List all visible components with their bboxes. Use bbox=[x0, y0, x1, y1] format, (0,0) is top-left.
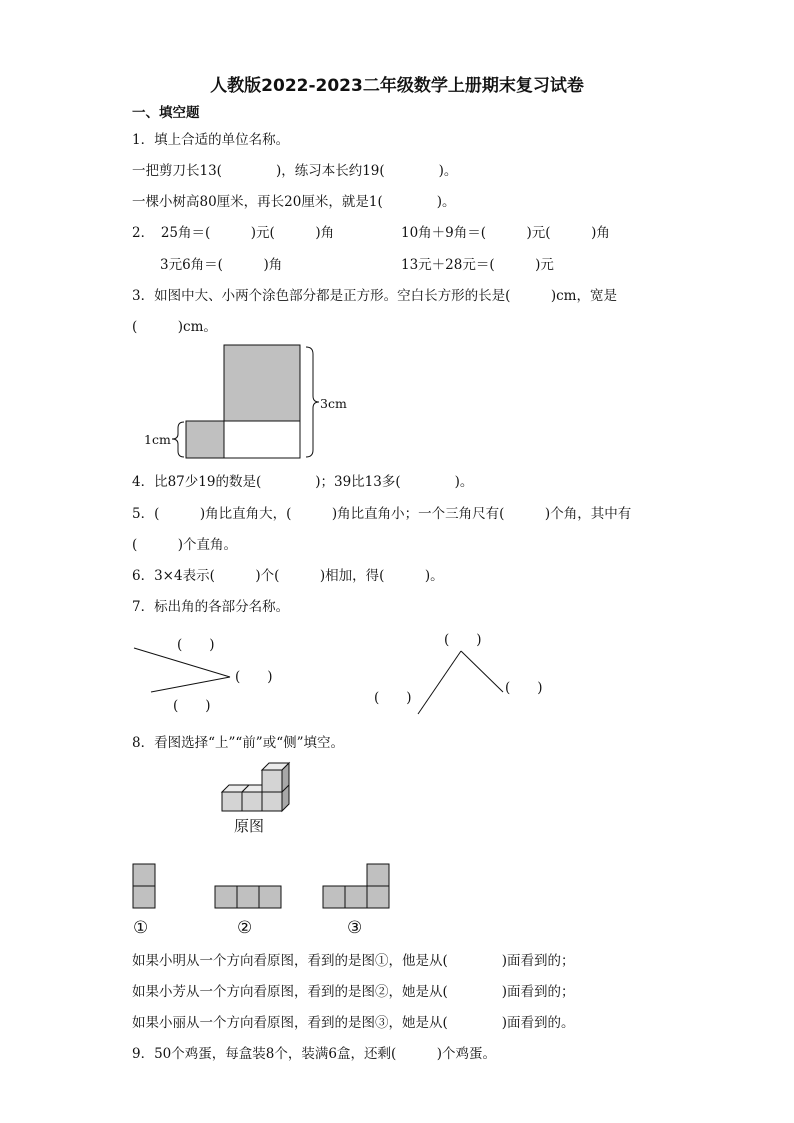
view3-cell-2 bbox=[345, 886, 367, 908]
view2-cell-2 bbox=[237, 886, 259, 908]
q8-stem: 8．看图选择“上”“前”或“侧”填空。 bbox=[132, 735, 344, 751]
angle2-right-side-blank: ( ) bbox=[505, 680, 543, 696]
q3-line1: 3．如图中大、小两个涂色部分都是正方形。空白长方形的长是( )cm，宽是 bbox=[132, 288, 617, 304]
view-label-2: ② bbox=[237, 918, 253, 938]
q8-line3: 如果小丽从一个方向看原图，看到的是图③，她是从( )面看到的。 bbox=[132, 1015, 575, 1031]
original-caption: 原图 bbox=[234, 817, 265, 835]
view3-cell-top bbox=[367, 864, 389, 886]
angle1-side-upper-blank: ( ) bbox=[177, 637, 215, 653]
view3-cell-3 bbox=[367, 886, 389, 908]
view1-cell-bottom bbox=[133, 886, 155, 908]
q4-line: 4．比87少19的数是( )；39比13多( )。 bbox=[132, 474, 474, 490]
q3-line2: ( )cm。 bbox=[132, 319, 217, 335]
q1-line2: 一棵小树高80厘米，再长20厘米，就是1( )。 bbox=[132, 194, 456, 210]
view3-cell-1 bbox=[323, 886, 345, 908]
q1-stem: 1．填上合适的单位名称。 bbox=[132, 132, 290, 148]
section-heading-fill-in: 一、填空题 bbox=[132, 105, 200, 121]
q2-part-a: 2． 25角＝( )元( )角 bbox=[132, 225, 335, 241]
angle1-vertex-blank: ( ) bbox=[235, 669, 273, 685]
q9-line: 9．50个鸡蛋，每盒装8个，装满6盒，还剩( )个鸡蛋。 bbox=[132, 1046, 496, 1062]
angle2-vertex-blank: ( ) bbox=[444, 632, 482, 648]
view1-cell-top bbox=[133, 864, 155, 886]
q2-part-c: 3元6角＝( )角 bbox=[160, 257, 283, 273]
view2-cell-1 bbox=[215, 886, 237, 908]
q1-line1: 一把剪刀长13( )，练习本长约19( )。 bbox=[132, 163, 458, 179]
q7-stem: 7．标出角的各部分名称。 bbox=[132, 599, 290, 615]
page-title: 人教版2022-2023二年级数学上册期末复习试卷 bbox=[210, 76, 584, 96]
q8-line2: 如果小芳从一个方向看原图，看到的是图②，她是从( )面看到的； bbox=[132, 984, 575, 1000]
label-3cm: 3cm bbox=[320, 396, 347, 411]
view-label-3: ③ bbox=[347, 918, 363, 938]
angle2-left-side-blank: ( ) bbox=[374, 690, 412, 706]
angle1-side-lower-blank: ( ) bbox=[173, 698, 211, 714]
label-1cm: 1cm bbox=[144, 432, 171, 447]
q2-part-d: 13元＋28元＝( )元 bbox=[401, 257, 554, 273]
q5-line2: ( )个直角。 bbox=[132, 537, 238, 553]
q2-part-b: 10角＋9角＝( )元( )角 bbox=[401, 225, 610, 241]
view2-cell-3 bbox=[259, 886, 281, 908]
q5-line1: 5．( )角比直角大，( )角比直角小；一个三角尺有( )个角，其中有 bbox=[132, 506, 632, 522]
view-label-1: ① bbox=[133, 918, 149, 938]
q8-line1: 如果小明从一个方向看原图，看到的是图①，他是从( )面看到的； bbox=[132, 953, 575, 969]
q6-line: 6．3×4表示( )个( )相加，得( )。 bbox=[132, 568, 444, 584]
